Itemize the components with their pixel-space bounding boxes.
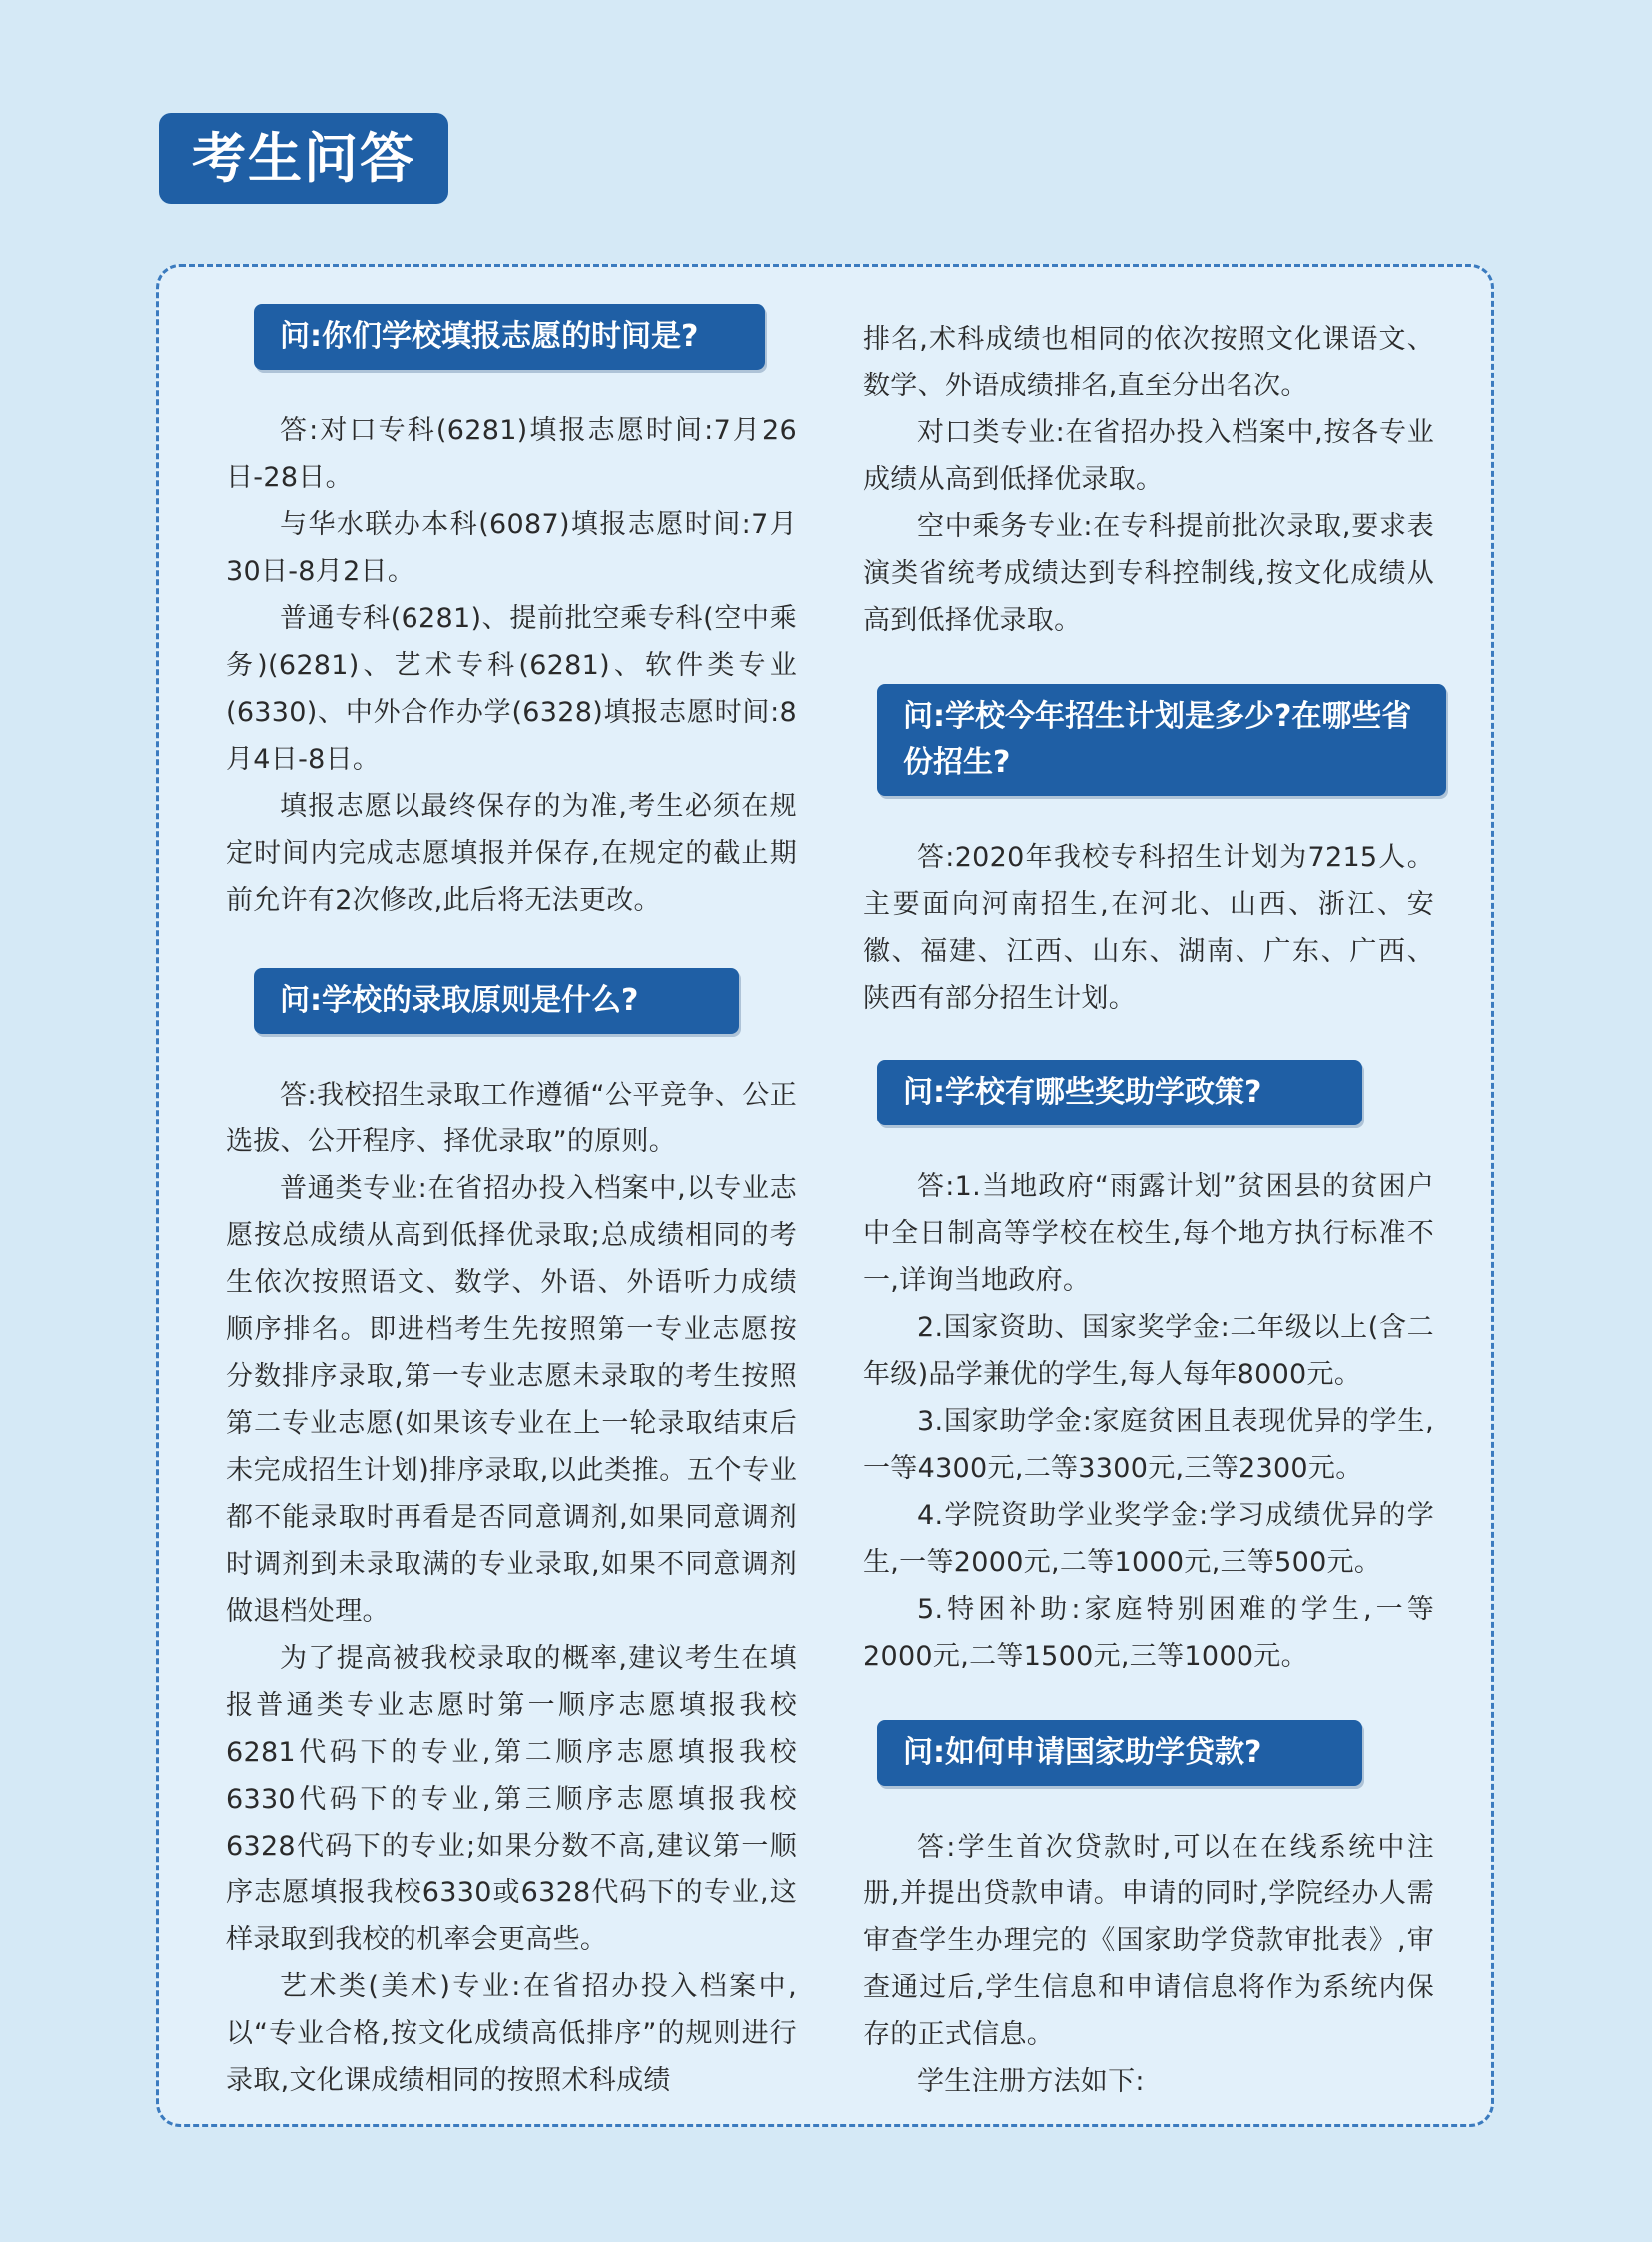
- answer-paragraph: 答:我校招生录取工作遵循“公平竞争、公正选拔、公开程序、择优录取”的原则。: [226, 1080, 797, 1157]
- answer-paragraph: 答:2020年我校专科招生计划为7215人。主要面向河南招生,在河北、山西、浙江、安徽、福建、江西、山东、湖南、广东、广西、陕西有部分招生计划。: [863, 842, 1434, 1014]
- left-column: [226, 304, 797, 2104]
- answer-paragraph: 学生注册方法如下:: [917, 2066, 1145, 2097]
- answer-paragraph: 普通专科(6281)、提前批空乘专科(空中乘务)(6281)、艺术专科(6281)、软件类专业(6330)、中外合作办学(6328)填报志愿时间:8月4日-8日。: [226, 603, 797, 775]
- answer-paragraph: 2.国家资助、国家奖学金:二年级以上(含二年级)品学兼优的学生,每人每年8000元。: [863, 1312, 1434, 1390]
- answer-paragraph: 填报志愿以最终保存的为准,考生必须在规定时间内完成志愿填报并保存,在规定的截止期前允许有2次修改,此后将无法更改。: [226, 791, 797, 916]
- answer-paragraph: 艺术类(美术)专业:在省招办投入档案中,以“专业合格,按文化成绩高低排序”的规则进行录取,文化课成绩相同的按照术科成绩: [226, 1971, 797, 2096]
- question-heading-application-time: 问:你们学校填报志愿的时间是?: [254, 304, 765, 370]
- answer-paragraph: 对口类专业:在省招办投入档案中,按各专业成绩从高到低择优录取。: [863, 417, 1434, 495]
- page-title: 考生问答: [159, 113, 448, 204]
- question-heading-student-loan: 问:如何申请国家助学贷款?: [877, 1720, 1362, 1786]
- question-heading-admission-principle: 问:学校的录取原则是什么?: [254, 968, 739, 1034]
- answer-paragraph: 与华水联办本科(6087)填报志愿时间:7月30日-8月2日。: [226, 509, 797, 587]
- answer-paragraph: 3.国家助学金:家庭贫困且表现优异的学生,一等4300元,二等3300元,三等2300元。: [863, 1406, 1434, 1484]
- answer-paragraph: 答:学生首次贷款时,可以在在线系统中注册,并提出贷款申请。申请的同时,学院经办人需审查学生办理完的《国家助学贷款审批表》,审查通过后,学生信息和申请信息将作为系统内保存的正式信息。: [863, 1832, 1434, 2050]
- question-heading-scholarship-policy: 问:学校有哪些奖助学政策?: [877, 1060, 1362, 1125]
- answer-paragraph: 为了提高被我校录取的概率,建议考生在填报普通类专业志愿时第一顺序志愿填报我校6281代码下的专业,第二顺序志愿填报我校6330代码下的专业,第三顺序志愿填报我校6328代码下的专业;如果分数不高,建议第一顺序志愿填报我校6330或6328代码下的专业,这样录取到我校的机率会更高些。: [226, 1643, 797, 1955]
- answer-paragraph: 空中乘务专业:在专科提前批次录取,要求表演类省统考成绩达到专科控制线,按文化成绩从高到低择优录取。: [863, 511, 1434, 636]
- answer-paragraph: 5.特困补助:家庭特别困难的学生,一等2000元,二等1500元,三等1000元。: [863, 1594, 1434, 1672]
- answer-paragraph-continued: 排名,术科成绩也相同的依次按照文化课语文、数学、外语成绩排名,直至分出名次。: [863, 324, 1434, 401]
- answer-paragraph: 答:对口专科(6281)填报志愿时间:7月26日-28日。: [226, 415, 797, 493]
- answer-paragraph: 4.学院资助学业奖学金:学习成绩优异的学生,一等2000元,二等1000元,三等500元。: [863, 1500, 1434, 1578]
- question-heading-enrollment-plan: 问:学校今年招生计划是多少?在哪些省份招生?: [877, 684, 1446, 796]
- answer-paragraph: 普通类专业:在省招办投入档案中,以专业志愿按总成绩从高到低择优录取;总成绩相同的考生依次按照语文、数学、外语、外语听力成绩顺序排名。即进档考生先按照第一专业志愿按分数排序录取,第一专业志愿未录取的考生按照第二专业志愿(如果该专业在上一轮录取结束后未完成招生计划)排序录取,以此类推。五个专业都不能录取时再看是否同意调剂,如果同意调剂时调剂到未录取满的专业录取,如果不同意调剂做退档处理。: [226, 1173, 797, 1627]
- right-column: [863, 316, 1434, 2105]
- answer-paragraph: 答:1.当地政府“雨露计划”贫困县的贫困户中全日制高等学校在校生,每个地方执行标准不一,详询当地政府。: [863, 1171, 1434, 1296]
